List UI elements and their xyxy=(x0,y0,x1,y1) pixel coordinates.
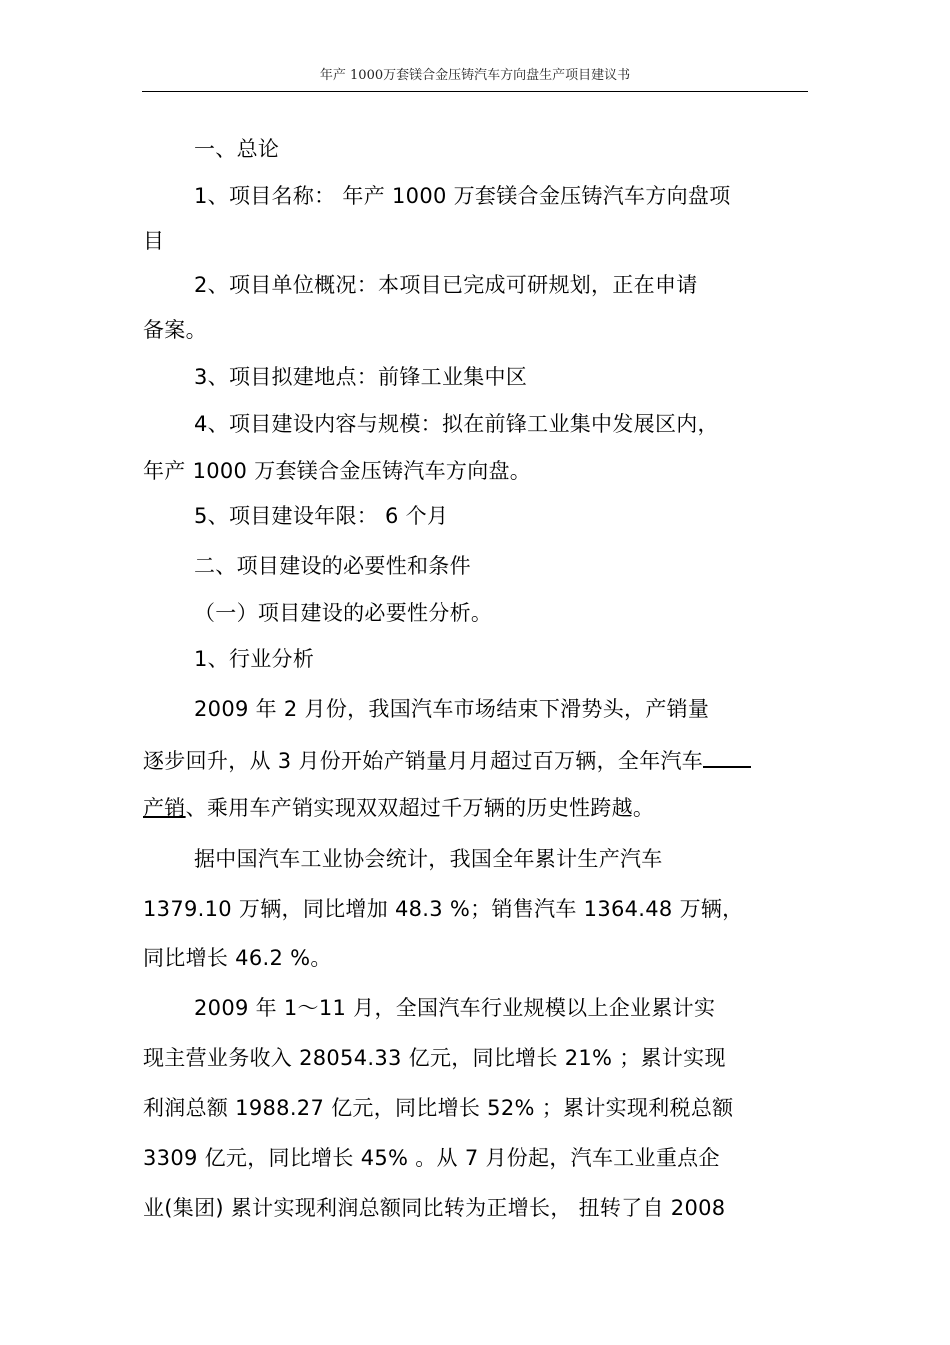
paragraph-line: 同比增长 46.2 %。 xyxy=(143,946,332,970)
paragraph-text: 、乘用车产销实现双双超过千万辆的历史性跨越。 xyxy=(185,796,655,820)
paragraph-line: 业(集团) 累计实现利润总额同比转为正增长， 扭转了自 2008 xyxy=(143,1196,726,1220)
paragraph-line: 目 xyxy=(143,229,165,253)
paragraph-text: 逐步回升，从 3 月份开始产销量月月超过百万辆，全年汽车 xyxy=(143,749,704,773)
underline-blank xyxy=(703,746,751,768)
paragraph-line: 利润总额 1988.27 亿元，同比增长 52% ；累计实现利税总额 xyxy=(143,1096,734,1120)
paragraph-line: 5、项目建设年限： 6 个月 xyxy=(194,504,449,528)
paragraph-line: 备案。 xyxy=(143,318,207,342)
section-heading: 一、总论 xyxy=(194,137,280,161)
paragraph-line: 2009 年 1～11 月，全国汽车行业规模以上企业累计实 xyxy=(194,996,716,1020)
paragraph-line xyxy=(143,746,751,774)
header-rule xyxy=(142,91,808,92)
subsection-heading: 1、行业分析 xyxy=(194,647,315,671)
paragraph-line: 1379.10 万辆，同比增加 48.3 %；销售汽车 1364.48 万辆， xyxy=(143,897,744,921)
paragraph-line: 现主营业务收入 28054.33 亿元，同比增长 21% ；累计实现 xyxy=(143,1046,726,1070)
paragraph-line: 3、项目拟建地点：前锋工业集中区 xyxy=(194,365,528,389)
section-heading: 二、项目建设的必要性和条件 xyxy=(194,554,471,578)
running-header: 年产 1000万套镁合金压铸汽车方向盘生产项目建议书 xyxy=(319,68,631,83)
paragraph-line: 4、项目建设内容与规模：拟在前锋工业集中发展区内， xyxy=(194,412,719,436)
subsection-heading: （一）项目建设的必要性分析。 xyxy=(194,601,493,625)
paragraph-line: 2、项目单位概况：本项目已完成可研规划，正在申请 xyxy=(194,273,698,297)
paragraph-line: 2009 年 2 月份，我国汽车市场结束下滑势头，产销量 xyxy=(194,697,710,721)
paragraph-line: 年产 1000 万套镁合金压铸汽车方向盘。 xyxy=(143,459,532,483)
underlined-text: 产销 xyxy=(143,796,186,820)
paragraph-line: 据中国汽车工业协会统计，我国全年累计生产汽车 xyxy=(194,847,663,871)
paragraph-line: 1、项目名称： 年产 1000 万套镁合金压铸汽车方向盘项 xyxy=(194,184,731,208)
paragraph-line xyxy=(143,795,654,821)
paragraph-line: 3309 亿元，同比增长 45% 。从 7 月份起，汽车工业重点企 xyxy=(143,1146,720,1170)
